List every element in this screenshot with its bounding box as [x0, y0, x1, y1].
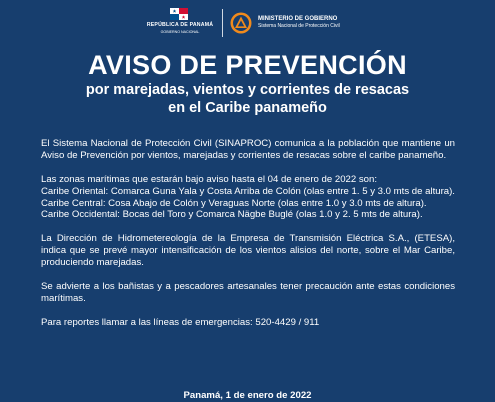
government-label: GOBIERNO NACIONAL [160, 30, 200, 34]
header [0, 8, 495, 42]
panama-flag-icon [170, 8, 188, 20]
intro-paragraph: El Sistema Nacional de Protección Civil (SINAPROC) comunica a la población que mantiene un Aviso de Prevención por vientos, marejadas y corrientes de resacas sobre el caribe panameño. [41, 138, 455, 161]
zone-occidental: Caribe Occidental: Bocas del Toro y Comarca Nägbe Buglé (olas 1.0 y 2. 5 mts de altura). [41, 209, 423, 221]
republic-label: REPÚBLICA DE PANAMÁ [146, 22, 214, 28]
zone-central: Caribe Central: Cosa Abajo de Colón y Veraguas Norte (olas entre 1.0 y 3.0 mts de altura). [41, 197, 427, 209]
reports-paragraph: Para reportes llamar a las líneas de emergencias: 520-4429 / 911 [41, 316, 320, 328]
subtitle-line-1: por marejadas, vientos y corrientes de resacas [85, 82, 410, 98]
subtitle-line-2: en el Caribe panameño [168, 100, 327, 116]
ministry-logo [258, 16, 340, 30]
sinaproc-label: Sistema Nacional de Protección Civil [258, 23, 340, 29]
page-title: AVISO DE PREVENCIÓN [88, 50, 407, 80]
zones-intro: Las zonas marítimas que estarán bajo aviso hasta el 04 de enero de 2022 son: [41, 173, 377, 185]
ministry-label: MINISTERIO DE GOBIERNO [258, 16, 338, 22]
etesa-paragraph: La Dirección de Hidrometereología de la Empresa de Transmisión Eléctrica S.A., (ETESA), indica que se prevé mayor intensificación de los vientos alisios del norte, sobre el Mar Caribe, produciendo marejadas. [41, 233, 455, 269]
zone-oriental: Caribe Oriental: Comarca Guna Yala y Costa Arriba de Colón (olas entre 1. 5 y 3.0 mts de altura). [41, 185, 455, 197]
date-footer: Panamá, 1 de enero de 2022 [183, 390, 312, 401]
notice-body [41, 138, 455, 328]
header-divider [222, 9, 223, 37]
subtitle [0, 81, 495, 117]
advice-paragraph: Se advierte a los bañistas y a pescadores artesanales tener precaución ante estas condiciones marítimas. [41, 280, 455, 304]
civil-protection-emblem-icon [230, 12, 252, 34]
